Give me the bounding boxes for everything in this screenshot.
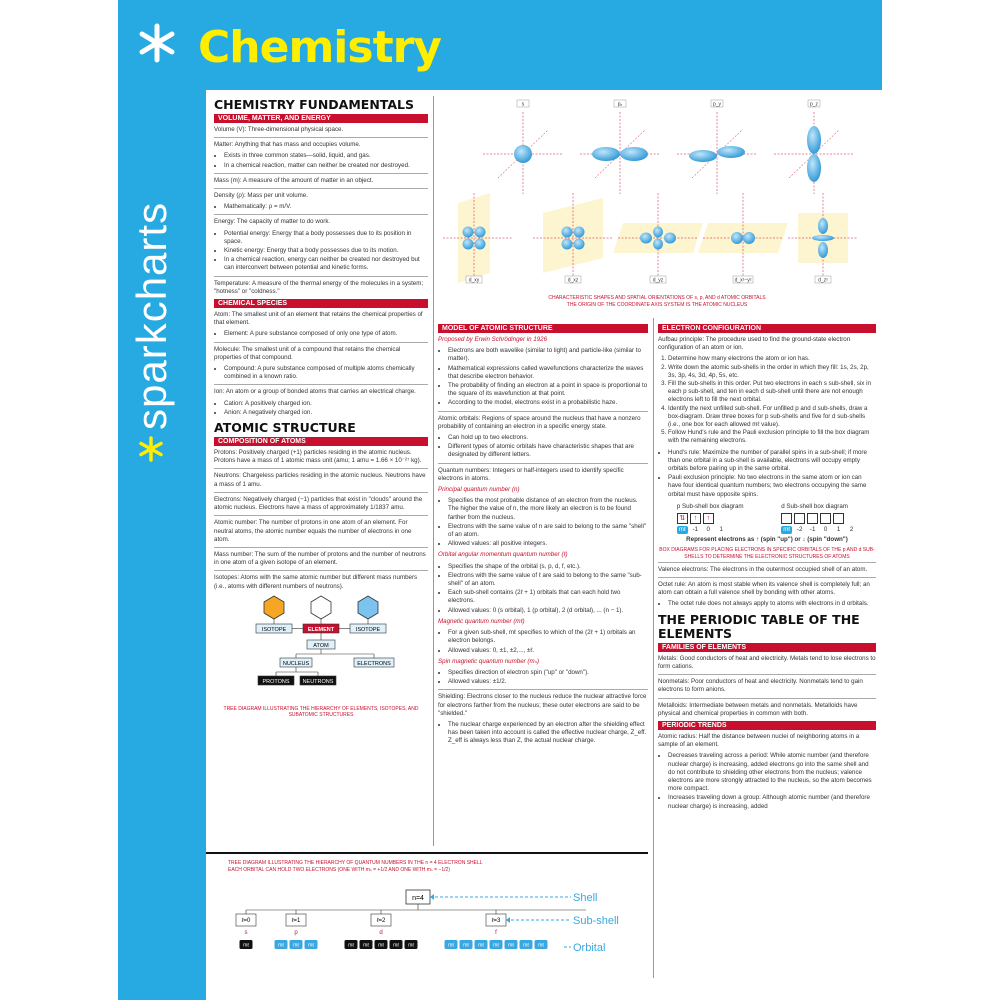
orbital-chip-label: mℓ — [348, 942, 354, 949]
subheading: Principal quantum number (n) — [438, 486, 520, 494]
bullet: • Allowed values: 0 (s orbital), 1 (p orbital), 2 (d orbital), ... (n − 1). — [448, 607, 648, 615]
definition: Nonmetals: Poor conductors of heat and electricity. Nonmetals tend to gain electrons to form anions. — [658, 678, 863, 694]
subshell-letter: s — [244, 930, 248, 936]
quantum-number-tree — [206, 852, 648, 972]
definition: Aufbau principle: The procedure used to find the ground-state electron configuration of an atom or ion. — [658, 336, 851, 352]
subheading: Magnetic quantum number (mℓ) — [438, 617, 525, 625]
orbital-chip-label: mℓ — [408, 942, 414, 949]
shell-node: n=4 — [412, 895, 424, 902]
tree-node-element: ELEMENT — [307, 626, 335, 633]
orbital-chip-label: mℓ — [378, 942, 384, 949]
orbital-label-dx2y2: d_x²−y² — [734, 277, 752, 284]
ml-value: 2 — [849, 526, 854, 534]
bullet: • Allowed values: ±1/2. — [448, 678, 648, 686]
column-fundamentals — [214, 98, 428, 718]
quantum-tree-figure — [206, 852, 648, 972]
definition: Octet rule: An atom is most stable when its valence shell is completely full; an atom can obtain a full valence shell by bonding with other atoms. — [658, 581, 870, 597]
bullet: • Increases traveling down a group: Although atomic number (and therefore nuclear charge) is increasing, added — [668, 794, 876, 810]
orbital-label-s: s — [521, 101, 525, 108]
orbital-chip-label: mℓ — [363, 942, 369, 949]
subsection-bar: FAMILIES OF ELEMENTS — [658, 643, 876, 652]
definition: Electrons: Negatively charged (−1) particles that exist in "clouds" around the atomic nucleus. Electrons have a mass of approximately 1/1837 amu. — [214, 495, 423, 512]
bullet: • The probability of finding an electron at a point in space is proportional to the square of its wavefunction at that point. — [448, 382, 648, 398]
isotope-hexagon — [264, 596, 284, 619]
ml-value: 0 — [823, 526, 828, 534]
bullet: • Electrons are both wavelike (similar to light) and particle-like (similar to matter). — [448, 347, 648, 363]
orbital-chip-label: mℓ — [523, 942, 529, 949]
definition: Metalloids: Intermediate between metals and nonmetals. Metalloids have physical and chemical properties in common with both. — [658, 701, 858, 717]
element-hexagon — [311, 596, 331, 619]
pz-orbital-lobe — [807, 126, 821, 154]
p-box-label: p Sub-shell box diagram — [676, 502, 744, 510]
bullet: • Exists in three common states—solid, liquid, and gas. — [224, 152, 428, 160]
bullet: • Compound: A pure substance composed of multiple atoms chemically combined in a known ratio. — [224, 365, 428, 381]
bullet: • In a chemical reaction, matter can neither be created nor destroyed. — [224, 162, 428, 170]
bullet: • Electrons with the same value of ℓ are said to belong to the same "sub-shell" of an atom. — [448, 572, 648, 588]
orbital-chip-label: mℓ — [243, 942, 249, 949]
definition: Quantum numbers: Integers or half-integers used to identify specific electrons in atoms. — [438, 466, 624, 482]
shell-label: Shell — [573, 892, 598, 904]
asterisk-icon — [138, 436, 164, 462]
definition: Metals: Good conductors of heat and electricity. Metals tend to lose electrons to form cations. — [658, 654, 876, 670]
subshell-label: Sub-shell — [573, 915, 619, 927]
subshell-node: ℓ=0 — [241, 918, 251, 924]
list-item: 2. Write down the atomic sub-shells in the order in which they fill: 1s, 2s, 2p, 3s, 3p, 4s, 3d, 4p, 5s, etc. — [668, 364, 876, 380]
orbital-label-py: p_y — [712, 101, 722, 108]
section-heading: CHEMISTRY FUNDAMENTALS — [214, 97, 414, 112]
definition: Atomic number: The number of protons in one atom of an element. For neutral atoms, the atomic number equals the number of electrons in one atom. — [214, 519, 412, 543]
bullet: • Kinetic energy: Energy that a body possesses due to its motion. — [224, 247, 428, 255]
definition: Density (ρ): Mass per unit volume. — [214, 192, 308, 200]
bullet: • Hund's rule: Maximize the number of parallel spins in a sub-shell; if more than one orbital in a sub-shell is available, electrons will occupy empty orbitals before pairing up in the same orbital. — [668, 449, 876, 474]
bullet: • Decreases traveling across a period: While atomic number (and therefore nuclear charge) is increasing, added electrons go into the same shell and do not contribute to shielding other electrons from the nucleus; valence electrons are more strongly attracted to the nucleus, so the atom becomes more compact. — [668, 752, 876, 793]
column-electron-config — [658, 322, 876, 814]
definition: Valence electrons: The electrons in the outermost occupied shell of an atom. — [658, 565, 868, 573]
figure-caption: TREE DIAGRAM ILLUSTRATING THE HIERARCHY OF QUANTUM NUMBERS IN THE n = 4 ELECTRON SHELL — [228, 860, 483, 866]
subshell-letter: p — [294, 930, 298, 936]
tree-node-protons: PROTONS — [262, 678, 290, 685]
subsection-bar: PERIODIC TRENDS — [658, 721, 876, 730]
orbital-label-dxy: d_xy — [468, 277, 480, 284]
orbital-chip-label: mℓ — [308, 942, 314, 949]
bullet: • Element: A pure substance composed of only one type of atom. — [224, 330, 428, 338]
orbital-box: ⇅ — [677, 513, 688, 524]
bullet: • For a given sub-shell, mℓ specifies to which of the (2ℓ + 1) orbitals an electron belongs. — [448, 629, 648, 645]
column-atomic-model — [438, 322, 648, 749]
bullet: • According to the model, electrons exist in a probabilistic haze. — [448, 399, 648, 407]
ml-value: 1 — [719, 526, 723, 534]
tree-node-atom: ATOM — [313, 642, 329, 649]
orbital-chip-label: mℓ — [493, 942, 499, 949]
subshell-letter: f — [495, 930, 497, 936]
attribution: Proposed by Erwin Schrödinger in 1926 — [438, 336, 548, 343]
figure-caption: TREE DIAGRAM ILLUSTRATING THE HIERARCHY OF ELEMENTS, ISOTOPES, AND SUBATOMIC STRUCTURES — [223, 705, 419, 718]
definition: Neutrons: Chargeless particles residing in the atomic nucleus. Neutrons have a mass of 1 amu. — [214, 472, 426, 488]
ml-value: -1 — [692, 526, 699, 534]
bullet: • Each sub-shell contains (2ℓ + 1) orbitals that can each hold two electrons. — [448, 589, 648, 605]
subsection-bar: ELECTRON CONFIGURATION — [658, 324, 876, 333]
orbital-label: Orbital — [573, 942, 606, 954]
tree-node-nucleus: NUCLEUS — [282, 660, 310, 667]
figure-caption: EACH ORBITAL CAN HOLD TWO ELECTRONS (ONE WITH mₛ = +1/2 AND ONE WITH mₛ = −1/2) — [228, 867, 451, 873]
subshell-node: ℓ=3 — [491, 918, 501, 924]
figure-caption: THE ORIGIN OF THE COORDINATE AXIS SYSTEM IS THE ATOMIC NUCLEUS — [566, 302, 748, 308]
definition: Temperature: A measure of the thermal energy of the molecules in a system; "hotness" or "coldness." — [214, 279, 424, 295]
orbital-label-dyz: d_yz — [652, 277, 664, 284]
subshell-node: ℓ=2 — [376, 918, 386, 924]
bullet: • In a chemical reaction, energy can neither be created nor destroyed but can interconvert between potential and kinetic forms. — [224, 256, 428, 272]
definition: Energy: The capacity of matter to do work. — [214, 218, 331, 226]
ml-value: -1 — [809, 526, 816, 534]
d-box-diagram — [781, 503, 857, 534]
orbitals-figure — [438, 98, 876, 314]
tree-node-electrons: ELECTRONS — [357, 660, 391, 667]
tree-node-isotope: ISOTOPE — [355, 626, 381, 633]
definition: Mass number: The sum of the number of protons and the number of neutrons in one atom of a given isotope of an element. — [214, 550, 426, 567]
bullet: • The nuclear charge experienced by an electron after the shielding effect has been taken into account is called the effective nuclear charge, Z_eff. Z_eff is always less than Z, the actual nuclear charge. — [448, 721, 648, 746]
list-item: 4. Identify the next unfilled sub-shell. For unfilled p and d sub-shells, draw a box-diagram. Draw three boxes for p sub-shells and five for d sub-shells (i.e., one box for each allowed mℓ value). — [668, 405, 876, 430]
bullet: • Electrons with the same value of n are said to belong to the same "shell" of an atom. — [448, 523, 648, 539]
ml-value: 0 — [706, 526, 710, 534]
page-title: Chemistry — [198, 22, 441, 73]
subsection-bar: VOLUME, MATTER, AND ENERGY — [214, 114, 428, 123]
isotope-hexagon — [358, 596, 378, 619]
px-orbital-lobe — [620, 147, 648, 161]
orbital-box — [794, 513, 805, 524]
bullet: • Cation: A positively charged ion. — [224, 400, 428, 408]
bullet: • Potential energy: Energy that a body possesses due to its position in space. — [224, 230, 428, 246]
definition: Mass (m): A measure of the amount of matter in an object. — [214, 176, 374, 184]
ml-label: mℓ — [678, 527, 686, 534]
orbital-box — [833, 513, 844, 524]
definition: Isotopes: Atoms with the same atomic number but different mass numbers (i.e., atoms with different numbers of neutrons). — [214, 574, 418, 590]
orbital-chip-label: mℓ — [448, 942, 454, 949]
ml-value: -2 — [796, 526, 803, 534]
definition: Ion: An atom or a group of bonded atoms that carries an electrical charge. — [214, 388, 416, 396]
subsection-bar: CHEMICAL SPECIES — [214, 299, 428, 308]
figure-caption: CHARACTERISTIC SHAPES AND SPATIAL ORIENTATIONS OF s, p, AND d ATOMIC ORBITALS — [548, 295, 766, 301]
definition: Shielding: Electrons closer to the nucleus reduce the nuclear attractive force for electrons farther from the nucleus; these outer electrons are said to be "shielded." — [438, 693, 647, 717]
aufbau-steps — [668, 355, 876, 445]
bullet: • Can hold up to two electrons. — [448, 434, 648, 442]
orbital-chip-label: mℓ — [293, 942, 299, 949]
orbital-box — [807, 513, 818, 524]
list-item: 1. Determine how many electrons the atom or ion has. — [668, 355, 876, 363]
orbital-chip-label: mℓ — [478, 942, 484, 949]
isotope-tree-diagram — [214, 594, 428, 704]
orbital-shapes — [438, 98, 876, 314]
orbital-label-dz2: d_z² — [818, 277, 828, 284]
subsection-bar: MODEL OF ATOMIC STRUCTURE — [438, 324, 648, 333]
definition: Molecule: The smallest unit of a compound that retains the chemical properties of that compound. — [214, 345, 401, 361]
definition: Atomic radius: Half the distance between nuclei of neighboring atoms in a sample of an element. — [658, 732, 860, 749]
ml-value: 1 — [836, 526, 841, 534]
subsection-bar: COMPOSITION OF ATOMS — [214, 437, 428, 446]
bullet: • Mathematically: ρ = m/V. — [224, 203, 428, 211]
bullet: • Specifies direction of electron spin ("up" or "down"). — [448, 669, 648, 677]
tree-node-neutrons: NEUTRONS — [302, 678, 334, 685]
tree-node-isotope: ISOTOPE — [261, 626, 287, 633]
orbital-chip-label: mℓ — [393, 942, 399, 949]
bullet: • Anion: A negatively charged ion. — [224, 409, 428, 417]
p-box-diagram — [677, 503, 744, 534]
orbital-label-dxz: d_xz — [567, 277, 579, 284]
py-orbital-lobe — [689, 150, 717, 162]
list-item: 5. Follow Hund's rule and the Pauli exclusion principle to fill the box diagram with the remaining electrons. — [668, 429, 876, 445]
bullet: • Allowed values: 0, ±1, ±2,..., ±ℓ. — [448, 647, 648, 655]
pz-orbital-lobe — [807, 154, 821, 182]
spin-note: Represent electrons as ↑ (spin "up") or ↓ (spin "down") — [686, 536, 848, 544]
bullet: • Allowed values: all positive integers. — [448, 540, 648, 548]
subheading: Orbital angular momentum quantum number (ℓ) — [438, 551, 568, 559]
list-item: 3. Fill the sub-shells in this order. Put two electrons in each s sub-shell, six in each p sub-shell, and ten in each d sub-shell until there are not enough electrons left to fill the next orbital. — [668, 380, 876, 405]
chart-sheet — [118, 0, 882, 1000]
orbital-chip-label: mℓ — [278, 942, 284, 949]
definition: Atom: The smallest unit of an element that retains the chemical properties of that element. — [214, 311, 423, 327]
d-box-label: d Sub-shell box diagram — [781, 502, 848, 510]
orbital-chip-label: mℓ — [463, 942, 469, 949]
subshell-node: ℓ=1 — [291, 918, 301, 924]
py-orbital-lobe — [717, 146, 745, 158]
ml-label: mℓ — [783, 527, 791, 534]
orbital-label-px: pₓ — [617, 101, 623, 108]
subheading: Spin magnetic quantum number (mₛ) — [438, 657, 540, 665]
bullet: • The octet rule does not always apply to atoms with electrons in d orbitals. — [668, 600, 876, 608]
orbital-chip-label: mℓ — [538, 942, 544, 949]
subshell-letter: d — [379, 930, 383, 936]
px-orbital-lobe — [592, 147, 620, 161]
bullet: • Pauli exclusion principle: No two electrons in the same atom or ion can have four identical quantum numbers; two electrons occupying the same orbital must have opposite spins. — [668, 474, 876, 499]
asterisk-icon — [136, 22, 178, 64]
orbital-box: ↑ — [690, 513, 701, 524]
s-orbital — [514, 145, 532, 163]
section-heading: THE PERIODIC TABLE OF THE ELEMENTS — [658, 611, 860, 641]
orbital-label-pz: p_z — [809, 101, 819, 108]
orbital-box — [820, 513, 831, 524]
definition: Matter: Anything that has mass and occupies volume. — [214, 141, 361, 149]
orbital-chip-label: mℓ — [508, 942, 514, 949]
definition: Volume (V): Three-dimensional physical space. — [214, 126, 344, 133]
bullet: • Specifies the shape of the orbital (s, p, d, f, etc.). — [448, 563, 648, 571]
orbital-box: ↑ — [703, 513, 714, 524]
brand-wordmark: sparkcharts — [128, 201, 175, 430]
section-heading: ATOMIC STRUCTURE — [214, 420, 356, 436]
definition: Protons: Positively charged (+1) particles residing in the atomic nucleus. Protons have a mass of 1 atomic mass unit (amu; 1 amu = 1.66 × 10⁻²⁷ kg). — [214, 449, 422, 465]
bullet: • Different types of atomic orbitals have characteristic shapes that are designated by different letters. — [448, 443, 648, 459]
figure-caption: BOX DIAGRAMS FOR PLACING ELECTRONS IN SPECIFIC ORBITALS OF THE p AND d SUB-SHELLS TO DETERMINE THE ELECTRONIC STRUCTURES OF ATOMS — [659, 547, 875, 560]
orbital-box — [781, 513, 792, 524]
definition: Atomic orbitals: Regions of space around the nucleus that have a nonzero probability of containing an electron in a specific energy state. — [438, 414, 641, 430]
orbital-row — [240, 940, 548, 949]
bullet: • Mathematical expressions called wavefunctions characterize the waves that describe electron behavior. — [448, 365, 648, 381]
bullet: • Specifies the most probable distance of an electron from the nucleus. The higher the value of n, the more likely an electron is to be found farther from the nucleus. — [448, 497, 648, 522]
